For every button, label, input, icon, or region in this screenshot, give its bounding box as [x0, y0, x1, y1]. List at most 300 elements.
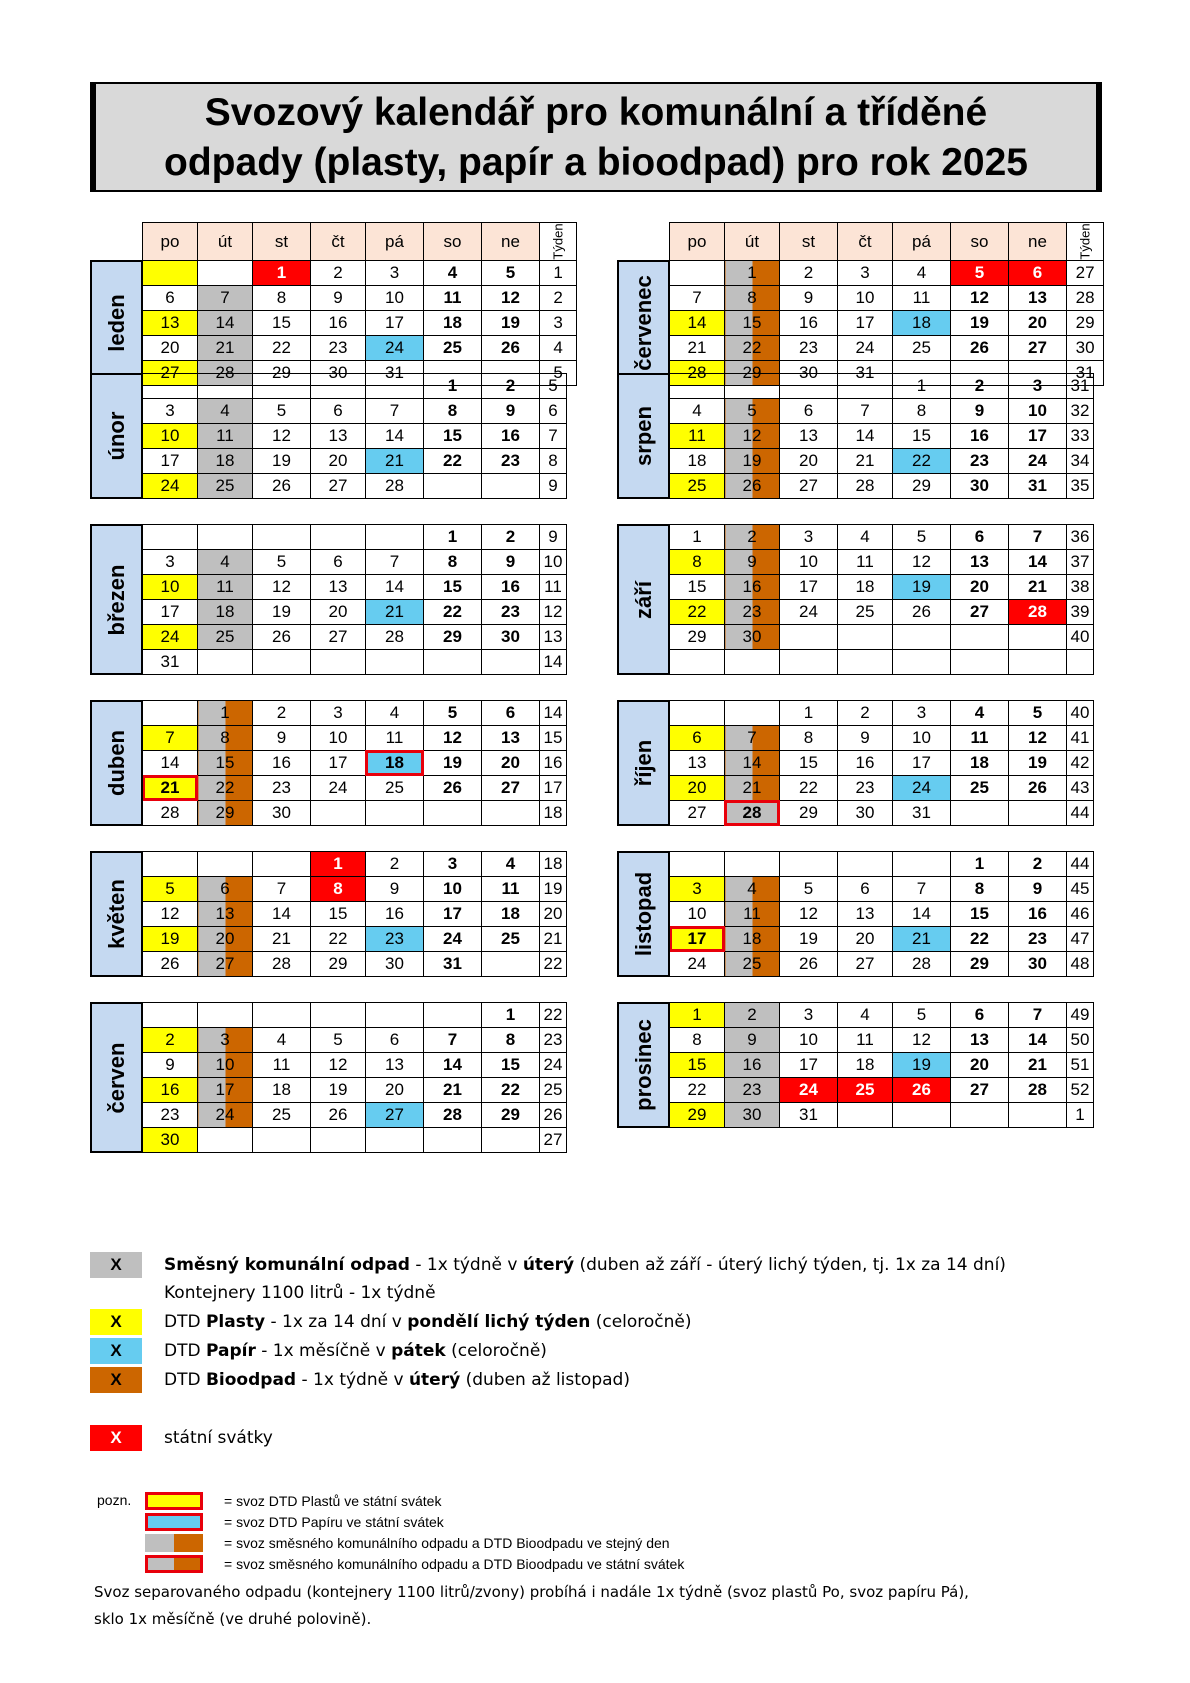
day-cell: 19 [253, 449, 311, 474]
week-row [143, 952, 567, 977]
month-table [142, 373, 567, 499]
day-cell: 20 [366, 1078, 424, 1103]
day-cell: 18 [725, 927, 780, 952]
day-cell: 10 [780, 550, 838, 575]
day-cell: 12 [482, 286, 540, 311]
week-row [670, 1028, 1094, 1053]
day-cell: 10 [424, 877, 482, 902]
week-row [143, 575, 567, 600]
day-cell: 16 [780, 311, 838, 336]
week-number: 27 [540, 1128, 567, 1153]
legend-papir-bold: Papír [205, 1341, 256, 1361]
weekday-header: pá [366, 223, 424, 261]
day-cell: 18 [838, 1053, 893, 1078]
day-cell: 25 [838, 600, 893, 625]
day-cell: 5 [893, 1003, 951, 1028]
day-cell: 17 [838, 311, 893, 336]
day-cell: 2 [725, 525, 780, 550]
day-cell: 23 [780, 336, 838, 361]
day-cell: 28 [838, 474, 893, 499]
day-cell: 16 [366, 902, 424, 927]
day-cell: 9 [780, 286, 838, 311]
day-cell: 8 [670, 550, 725, 575]
month-name [90, 700, 143, 826]
day-cell: 22 [424, 600, 482, 625]
day-cell: 30 [143, 1128, 198, 1153]
day-cell: 18 [424, 311, 482, 336]
week-number: 1 [1067, 1103, 1094, 1128]
weekday-header: so [951, 223, 1009, 261]
day-cell: 28 [893, 952, 951, 977]
week-header-label: Týden [550, 223, 566, 260]
day-cell: 5 [311, 1028, 366, 1053]
month-3 [90, 373, 567, 499]
day-cell: 1 [670, 525, 725, 550]
day-cell [143, 261, 198, 286]
month-name [617, 260, 670, 386]
legend-plasty-bold: Plasty [205, 1312, 266, 1332]
day-cell: 12 [253, 575, 311, 600]
day-cell: 15 [424, 424, 482, 449]
week-number: 5 [540, 374, 567, 399]
day-cell [670, 650, 725, 675]
day-cell: 15 [198, 751, 253, 776]
legend-box-bioodpad: X [90, 1367, 142, 1393]
day-cell: 24 [893, 776, 951, 801]
legend-bio-mid: - 1x týdně v [296, 1370, 409, 1390]
week-row [143, 311, 577, 336]
day-cell: 6 [366, 1028, 424, 1053]
day-cell: 19 [1009, 751, 1067, 776]
week-number: 31 [1067, 361, 1104, 386]
week-number: 28 [1067, 286, 1104, 311]
week-number: 20 [540, 902, 567, 927]
legend-smesny-day: úterý [522, 1255, 575, 1275]
week-row [143, 600, 567, 625]
week-number: 24 [540, 1053, 567, 1078]
day-cell [366, 374, 424, 399]
day-cell: 7 [366, 399, 424, 424]
day-cell: 29 [780, 801, 838, 826]
day-cell: 7 [893, 877, 951, 902]
month-name-label: leden [103, 294, 129, 352]
day-cell: 16 [1009, 902, 1067, 927]
week-number: 36 [1067, 525, 1094, 550]
week-row [143, 286, 577, 311]
day-cell: 19 [424, 751, 482, 776]
day-cell: 21 [253, 927, 311, 952]
day-cell [143, 1003, 198, 1028]
legend-box-smesny: X [90, 1252, 142, 1278]
day-cell: 12 [725, 424, 780, 449]
day-cell: 29 [670, 1103, 725, 1128]
week-row [143, 336, 577, 361]
day-cell [951, 650, 1009, 675]
day-cell: 11 [424, 286, 482, 311]
month-table [142, 524, 567, 675]
day-cell [1009, 625, 1067, 650]
day-cell: 28 [725, 801, 780, 826]
week-number: 38 [1067, 575, 1094, 600]
legend-bio-day: úterý [408, 1370, 461, 1390]
day-cell: 14 [670, 311, 725, 336]
week-number: 47 [1067, 927, 1094, 952]
day-cell [670, 852, 725, 877]
day-cell: 1 [424, 374, 482, 399]
day-cell: 13 [951, 550, 1009, 575]
day-cell: 4 [253, 1028, 311, 1053]
day-cell: 2 [1009, 852, 1067, 877]
note-swatch-smesny-bio [145, 1534, 203, 1552]
week-number: 49 [1067, 1003, 1094, 1028]
week-number: 1 [540, 261, 577, 286]
legend-papir-pre: DTD [164, 1341, 206, 1361]
day-cell: 8 [951, 877, 1009, 902]
day-cell: 23 [838, 776, 893, 801]
week-number: 11 [540, 575, 567, 600]
day-cell [311, 374, 366, 399]
note-1: = svoz DTD Plastů ve státní svátek [224, 1493, 442, 1509]
day-cell: 18 [670, 449, 725, 474]
day-cell: 15 [311, 902, 366, 927]
week-row [143, 1003, 567, 1028]
day-cell: 11 [670, 424, 725, 449]
week-number: 30 [1067, 336, 1104, 361]
day-cell: 28 [1009, 1078, 1067, 1103]
day-cell: 29 [725, 361, 780, 386]
month-name [617, 373, 670, 499]
day-cell: 13 [198, 902, 253, 927]
legend-papir-rest: (celoročně) [445, 1341, 547, 1361]
day-cell: 18 [198, 600, 253, 625]
day-cell: 31 [780, 1103, 838, 1128]
day-cell: 26 [1009, 776, 1067, 801]
week-row [143, 852, 567, 877]
day-cell: 26 [780, 952, 838, 977]
day-cell: 9 [951, 399, 1009, 424]
week-row [670, 1053, 1094, 1078]
day-cell: 6 [838, 877, 893, 902]
week-row [670, 801, 1094, 826]
legend-plasty-mid: - 1x za 14 dní v [265, 1312, 408, 1332]
week-number: 39 [1067, 600, 1094, 625]
day-cell: 22 [253, 336, 311, 361]
day-cell: 15 [725, 311, 780, 336]
day-cell: 11 [951, 726, 1009, 751]
legend-papir-day: pátek [391, 1341, 446, 1361]
day-cell [198, 650, 253, 675]
day-cell: 6 [780, 399, 838, 424]
day-cell: 27 [951, 1078, 1009, 1103]
day-cell: 25 [725, 952, 780, 977]
day-cell: 10 [143, 424, 198, 449]
week-number: 17 [540, 776, 567, 801]
day-cell: 27 [311, 474, 366, 499]
week-number: 15 [540, 726, 567, 751]
week-number: 50 [1067, 1028, 1094, 1053]
day-cell: 30 [725, 625, 780, 650]
legend-smesny-text: - 1x týdně v [409, 1255, 523, 1275]
weekday-header: čt [838, 223, 893, 261]
day-cell: 12 [311, 1053, 366, 1078]
week-row [670, 575, 1094, 600]
day-cell: 24 [670, 952, 725, 977]
week-number: 4 [540, 336, 577, 361]
day-cell: 4 [951, 701, 1009, 726]
day-cell: 23 [1009, 927, 1067, 952]
day-cell: 15 [253, 311, 311, 336]
week-number: 46 [1067, 902, 1094, 927]
day-cell: 17 [780, 575, 838, 600]
week-row [143, 801, 567, 826]
day-cell: 31 [893, 801, 951, 826]
week-row [143, 877, 567, 902]
day-cell: 7 [1009, 525, 1067, 550]
day-cell: 10 [366, 286, 424, 311]
week-row [143, 625, 567, 650]
day-cell: 22 [670, 600, 725, 625]
week-number: 26 [540, 1103, 567, 1128]
day-cell [253, 525, 311, 550]
weekday-header: čt [311, 223, 366, 261]
week-row [143, 525, 567, 550]
week-row [670, 311, 1104, 336]
day-cell: 18 [893, 311, 951, 336]
day-cell: 19 [780, 927, 838, 952]
day-cell: 21 [366, 600, 424, 625]
day-cell: 10 [1009, 399, 1067, 424]
week-number: 35 [1067, 474, 1094, 499]
week-row [670, 1103, 1094, 1128]
day-cell: 3 [366, 261, 424, 286]
day-cell: 25 [424, 336, 482, 361]
month-2 [617, 222, 1104, 386]
weekday-header: so [424, 223, 482, 261]
day-cell: 7 [253, 877, 311, 902]
day-cell: 22 [311, 927, 366, 952]
day-cell [143, 701, 198, 726]
day-cell [311, 801, 366, 826]
day-cell: 27 [670, 801, 725, 826]
week-row [670, 650, 1094, 675]
day-cell [1009, 1103, 1067, 1128]
day-cell [253, 374, 311, 399]
note-swatch-papir-svatek [145, 1513, 203, 1531]
day-cell [424, 1128, 482, 1153]
day-cell: 6 [670, 726, 725, 751]
day-cell: 19 [311, 1078, 366, 1103]
day-cell: 1 [482, 1003, 540, 1028]
day-cell [198, 261, 253, 286]
day-cell: 12 [893, 1028, 951, 1053]
week-number: 45 [1067, 877, 1094, 902]
day-cell: 21 [198, 336, 253, 361]
day-cell: 13 [670, 751, 725, 776]
week-number: 27 [1067, 261, 1104, 286]
day-cell: 8 [311, 877, 366, 902]
month-1 [90, 222, 577, 386]
week-row [670, 399, 1094, 424]
note-2: = svoz DTD Papíru ve státní svátek [224, 1514, 444, 1530]
day-cell: 25 [198, 625, 253, 650]
day-cell: 27 [143, 361, 198, 386]
day-cell: 22 [725, 336, 780, 361]
day-cell [198, 1128, 253, 1153]
week-row [670, 726, 1094, 751]
day-cell: 11 [482, 877, 540, 902]
day-cell: 13 [366, 1053, 424, 1078]
day-cell: 13 [143, 311, 198, 336]
day-cell: 14 [725, 751, 780, 776]
week-row [143, 399, 567, 424]
month-8 [617, 700, 1094, 826]
day-cell: 13 [311, 575, 366, 600]
day-cell: 12 [951, 286, 1009, 311]
day-cell: 14 [253, 902, 311, 927]
day-cell: 29 [198, 801, 253, 826]
week-number: 5 [540, 361, 577, 386]
day-cell: 25 [198, 474, 253, 499]
day-cell: 15 [670, 575, 725, 600]
week-header-label: Týden [1077, 223, 1093, 260]
day-cell: 19 [482, 311, 540, 336]
day-cell: 10 [893, 726, 951, 751]
month-name-label: květen [103, 879, 129, 949]
weekday-header: st [253, 223, 311, 261]
day-cell: 26 [253, 474, 311, 499]
day-cell: 9 [311, 286, 366, 311]
day-cell: 4 [198, 550, 253, 575]
day-cell: 17 [780, 1053, 838, 1078]
day-cell [143, 852, 198, 877]
day-cell: 16 [951, 424, 1009, 449]
day-cell [893, 852, 951, 877]
day-cell: 3 [893, 701, 951, 726]
week-number: 13 [540, 625, 567, 650]
week-row [143, 261, 577, 286]
day-cell: 7 [143, 726, 198, 751]
week-number: 14 [540, 650, 567, 675]
day-cell [670, 374, 725, 399]
legend-bio-pre: DTD [164, 1370, 206, 1390]
day-cell [366, 1003, 424, 1028]
day-cell: 7 [366, 550, 424, 575]
day-cell: 12 [143, 902, 198, 927]
day-cell: 8 [482, 1028, 540, 1053]
day-cell: 26 [725, 474, 780, 499]
day-cell: 16 [253, 751, 311, 776]
week-row [670, 952, 1094, 977]
day-cell: 10 [670, 902, 725, 927]
day-cell [893, 1103, 951, 1128]
day-cell: 5 [1009, 701, 1067, 726]
week-number: 6 [540, 399, 567, 424]
month-9 [90, 851, 567, 977]
day-cell: 17 [893, 751, 951, 776]
day-cell: 3 [143, 550, 198, 575]
day-cell: 15 [951, 902, 1009, 927]
month-4 [617, 373, 1094, 499]
week-number: 44 [1067, 852, 1094, 877]
day-cell: 29 [253, 361, 311, 386]
week-row [670, 927, 1094, 952]
day-cell: 17 [198, 1078, 253, 1103]
day-cell: 24 [838, 336, 893, 361]
day-cell: 19 [143, 927, 198, 952]
day-cell: 2 [725, 1003, 780, 1028]
day-cell: 26 [253, 625, 311, 650]
day-cell: 16 [725, 1053, 780, 1078]
day-cell: 20 [838, 927, 893, 952]
month-name-label: duben [103, 730, 129, 796]
day-cell: 6 [198, 877, 253, 902]
weekday-header: ne [482, 223, 540, 261]
day-cell: 14 [893, 902, 951, 927]
day-cell [838, 625, 893, 650]
week-number: 23 [540, 1028, 567, 1053]
week-number: 40 [1067, 625, 1094, 650]
day-cell: 19 [725, 449, 780, 474]
week-number: 8 [540, 449, 567, 474]
month-name [617, 1002, 670, 1128]
legend-plasty-day: pondělí lichý týden [407, 1312, 591, 1332]
day-cell: 7 [725, 726, 780, 751]
day-cell [951, 801, 1009, 826]
day-cell: 13 [838, 902, 893, 927]
week-number: 18 [540, 852, 567, 877]
day-cell [670, 261, 725, 286]
day-cell: 31 [143, 650, 198, 675]
day-cell: 23 [482, 600, 540, 625]
day-cell: 24 [780, 1078, 838, 1103]
day-cell [424, 1003, 482, 1028]
day-cell: 5 [725, 399, 780, 424]
day-cell: 21 [1009, 1053, 1067, 1078]
week-number [1067, 650, 1094, 675]
day-cell: 19 [253, 600, 311, 625]
day-cell: 29 [311, 952, 366, 977]
day-cell: 8 [780, 726, 838, 751]
week-row [143, 1028, 567, 1053]
day-cell [780, 625, 838, 650]
day-cell: 10 [838, 286, 893, 311]
week-row [143, 1128, 567, 1153]
week-row [670, 261, 1104, 286]
week-number: 22 [540, 952, 567, 977]
day-cell: 20 [143, 336, 198, 361]
day-cell [366, 801, 424, 826]
day-cell: 15 [780, 751, 838, 776]
legend-smesny-note: (duben až září - úterý lichý týden, tj. 1x za 14 dní) [574, 1255, 1006, 1275]
week-number: 37 [1067, 550, 1094, 575]
day-cell: 17 [670, 927, 725, 952]
day-cell: 17 [1009, 424, 1067, 449]
day-cell: 28 [1009, 600, 1067, 625]
month-name [617, 700, 670, 826]
day-cell: 11 [366, 726, 424, 751]
legend-bio-bold: Bioodpad [205, 1370, 297, 1390]
week-row [143, 1103, 567, 1128]
day-cell: 14 [143, 751, 198, 776]
day-cell: 16 [311, 311, 366, 336]
day-cell: 4 [838, 525, 893, 550]
day-cell: 23 [311, 336, 366, 361]
week-number: 42 [1067, 751, 1094, 776]
day-cell: 25 [893, 336, 951, 361]
day-cell: 2 [482, 374, 540, 399]
day-cell: 30 [366, 952, 424, 977]
day-cell: 1 [951, 852, 1009, 877]
